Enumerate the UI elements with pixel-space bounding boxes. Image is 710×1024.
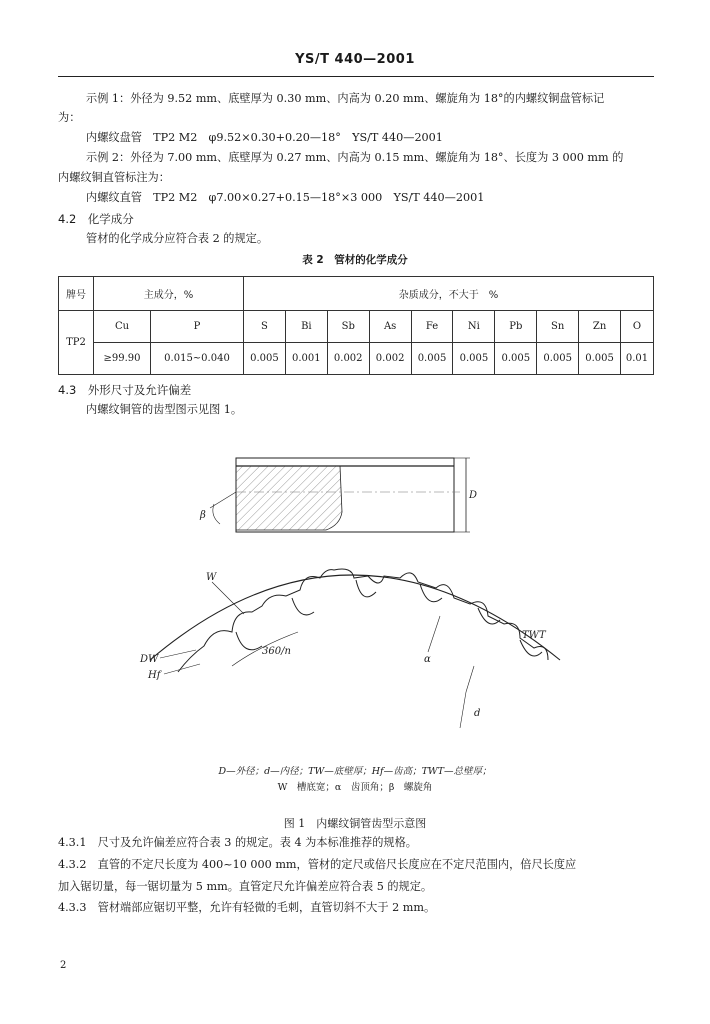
th-el: Sn xyxy=(537,311,579,343)
label-TWT: TWT xyxy=(522,630,546,641)
table-caption: 表 2 管材的化学成分 xyxy=(302,254,408,266)
d-leader xyxy=(466,666,474,692)
td-val: 0.005 xyxy=(411,343,453,375)
beta-line xyxy=(210,492,236,508)
th-main: 主成分，% xyxy=(94,277,244,311)
example2-mark: 内螺纹直管 TP2 M2 φ7.00×0.27+0.15—18°×3 000 YS/T 440—2001 xyxy=(86,191,485,204)
td-val: 0.005 xyxy=(495,343,537,375)
th-el: Cu xyxy=(94,311,151,343)
clause-4-3-2-line2: 加入锯切量，每一锯切量为 5 mm。直管定尺允许偏差应符合表 5 的规定。 xyxy=(58,880,433,893)
example1-mark: 内螺纹盘管 TP2 M2 φ9.52×0.30+0.20—18° YS/T 440—2001 xyxy=(86,131,443,144)
tooth-profile-figure xyxy=(0,420,710,750)
th-el: P xyxy=(151,311,244,343)
w-leader xyxy=(212,582,244,614)
th-el: Sb xyxy=(327,311,369,343)
td-val: 0.001 xyxy=(285,343,327,375)
th-el: S xyxy=(244,311,286,343)
td-val: 0.002 xyxy=(327,343,369,375)
label-D: D xyxy=(469,490,478,501)
td-val: 0.015~0.040 xyxy=(151,343,244,375)
td-grade: TP2 xyxy=(59,311,94,375)
example2-line1: 示例 2：外径为 7.00 mm、底壁厚为 0.27 mm、内高为 0.15 mm、螺旋角为 18°、长度为 3 000 mm 的 xyxy=(86,151,624,164)
label-d: d xyxy=(474,708,481,719)
alpha-line xyxy=(428,616,440,652)
label-W: W xyxy=(206,572,217,583)
figure-legend-2: W 槽底宽；α 齿顶角；β 螺旋角 xyxy=(277,782,433,793)
td-val: 0.01 xyxy=(621,343,654,375)
label-DW: DW xyxy=(140,654,159,665)
header-rule xyxy=(58,76,654,77)
th-grade: 牌号 xyxy=(59,277,94,311)
section-4-3-text: 内螺纹铜管的齿型图示见图 1。 xyxy=(86,403,243,416)
label-beta: β xyxy=(200,510,206,521)
inner-tooth-profile xyxy=(178,569,548,672)
td-val: 0.005 xyxy=(453,343,495,375)
beta-arc xyxy=(213,504,220,524)
th-el: Bi xyxy=(285,311,327,343)
hatched-wall xyxy=(236,466,342,530)
clause-4-3-1: 4.3.1 尺寸及允许偏差应符合表 3 的规定。表 4 为本标准推荐的规格。 xyxy=(58,836,417,849)
example1-line2: 为： xyxy=(58,111,81,124)
page-header: YS/T 440—2001 xyxy=(295,52,415,67)
section-4-3-title: 4.3 外形尺寸及允许偏差 xyxy=(58,383,192,397)
label-alpha: α xyxy=(424,654,431,665)
th-el: O xyxy=(621,311,654,343)
clause-4-3-3: 4.3.3 管材端部应锯切平整，允许有轻微的毛刺，直管切斜不大于 2 mm。 xyxy=(58,901,436,914)
chem-table xyxy=(58,276,654,375)
section-4-2-text: 管材的化学成分应符合表 2 的规定。 xyxy=(86,232,269,245)
label-Hf: Hf xyxy=(148,670,161,681)
td-val: 0.005 xyxy=(579,343,621,375)
td-val: ≥99.90 xyxy=(94,343,151,375)
td-val: 0.005 xyxy=(537,343,579,375)
th-el: Ni xyxy=(453,311,495,343)
outer-arc xyxy=(150,575,560,660)
th-impurity: 杂质成分，不大于 % xyxy=(244,277,654,311)
td-val: 0.005 xyxy=(244,343,286,375)
hf-leader xyxy=(164,664,200,674)
d-leader xyxy=(460,692,466,728)
page-number: 2 xyxy=(60,960,67,971)
th-el: As xyxy=(369,311,411,343)
example2-line2: 内螺纹铜直管标注为： xyxy=(58,171,170,184)
example1-line1: 示例 1：外径为 9.52 mm、底壁厚为 0.30 mm、内高为 0.20 mm、螺旋角为 18°的内螺纹铜盘管标记 xyxy=(86,92,605,105)
section-4-2-title: 4.2 化学成分 xyxy=(58,212,134,226)
clause-4-3-2-line1: 4.3.2 直管的不定尺长度为 400~10 000 mm，管材的定尺或倍尺长度应在不定尺范围内，倍尺长度应 xyxy=(58,858,577,871)
th-el: Zn xyxy=(579,311,621,343)
label-angle: 360/n xyxy=(262,646,291,657)
th-el: Pb xyxy=(495,311,537,343)
tooth-bumps xyxy=(236,580,542,656)
th-el: Fe xyxy=(411,311,453,343)
figure-legend-1: D—外径；d—内径；TW—底壁厚；Hf—齿高；TWT—总壁厚； xyxy=(218,766,492,777)
figure-caption: 图 1 内螺纹铜管齿型示意图 xyxy=(283,817,427,830)
td-val: 0.002 xyxy=(369,343,411,375)
